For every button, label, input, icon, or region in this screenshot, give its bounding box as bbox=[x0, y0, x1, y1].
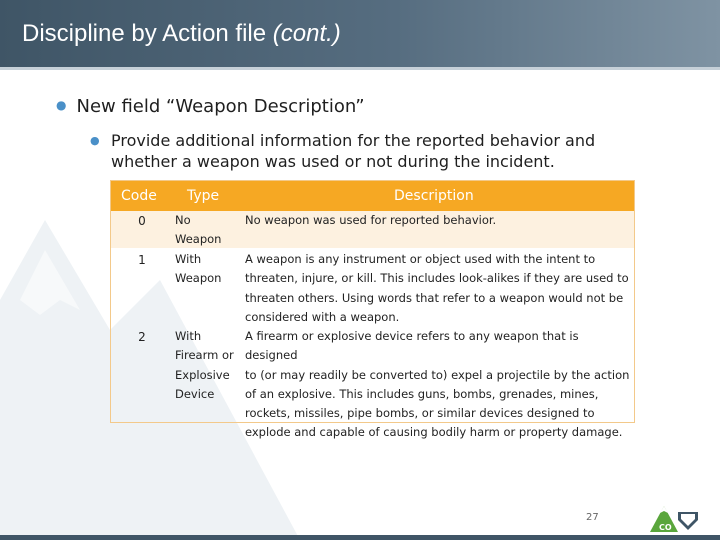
slide-title bbox=[22, 20, 341, 48]
weapon-description-table bbox=[110, 180, 635, 440]
row-0-code: 0 bbox=[138, 214, 146, 228]
row-1-code: 1 bbox=[138, 253, 146, 267]
bullet-level2-line2: whether a weapon was used or not during the incident. bbox=[111, 152, 555, 171]
row-1-description-line: considered with a weapon. bbox=[245, 309, 400, 324]
slide-title-italic: (cont.) bbox=[272, 20, 341, 47]
row-2-description-line: A firearm or explosive device refers to any weapon that is designed bbox=[245, 329, 579, 363]
row-2-description-line: explode and capable of causing bodily harm or property damage. bbox=[245, 425, 623, 440]
header-code: Code bbox=[121, 188, 157, 204]
row-0-type bbox=[175, 211, 221, 250]
header-type: Type bbox=[187, 188, 220, 204]
row-2-type-line: Explosive bbox=[175, 367, 230, 382]
bullet-level1 bbox=[56, 96, 365, 117]
row-2-type-line: With bbox=[175, 329, 202, 343]
row-2-description-line: of an explosive. This includes guns, bombs, grenades, mines, bbox=[245, 386, 599, 401]
header-description: Description bbox=[394, 188, 474, 204]
slide-title-main: Discipline by Action file bbox=[22, 20, 273, 47]
row-2-description-line: rockets, missiles, pipe bombs, or similar devices designed to bbox=[245, 406, 595, 421]
row-1-type-line: Weapon bbox=[175, 271, 222, 286]
bullet-level2-line1: Provide additional information for the reported behavior and bbox=[111, 131, 596, 150]
row-1-type bbox=[175, 250, 221, 289]
row-0-type-line: Weapon bbox=[175, 232, 222, 247]
bullet-dot-icon: ● bbox=[56, 98, 67, 112]
bullet-dot-icon: ● bbox=[90, 134, 100, 147]
row-1-description-line: threaten, injure, or kill. This includes look-alikes if they are used to bbox=[245, 271, 629, 286]
page-number: 27 bbox=[586, 512, 599, 523]
row-0-description-line: No weapon was used for reported behavior. bbox=[245, 213, 497, 227]
row-2-description-line: to (or may readily be converted to) expel a projectile by the action bbox=[245, 367, 630, 382]
row-1-description-line: threaten others. Using words that refer to a weapon would not be bbox=[245, 290, 624, 305]
bottom-bar bbox=[0, 535, 720, 540]
row-2-type-line: Firearm or bbox=[175, 348, 234, 363]
title-bar-stripe bbox=[0, 67, 720, 70]
bullet-level2 bbox=[92, 130, 692, 172]
row-1-description-line: A weapon is any instrument or object used with the intent to bbox=[245, 252, 596, 266]
row-1-type-line: With bbox=[175, 252, 202, 266]
row-0-description bbox=[245, 211, 496, 230]
row-2-type-line: Device bbox=[175, 386, 215, 401]
table-header bbox=[111, 181, 634, 211]
colorado-logo-icon bbox=[648, 500, 700, 534]
row-0-type-line: No bbox=[175, 213, 191, 227]
row-2-code: 2 bbox=[138, 330, 146, 344]
bullet-level1-text: New field “Weapon Description” bbox=[76, 96, 365, 117]
logo-text: CO bbox=[659, 523, 672, 532]
row-1-description bbox=[245, 250, 629, 327]
row-2-type bbox=[175, 327, 234, 404]
row-2-description bbox=[245, 327, 634, 443]
